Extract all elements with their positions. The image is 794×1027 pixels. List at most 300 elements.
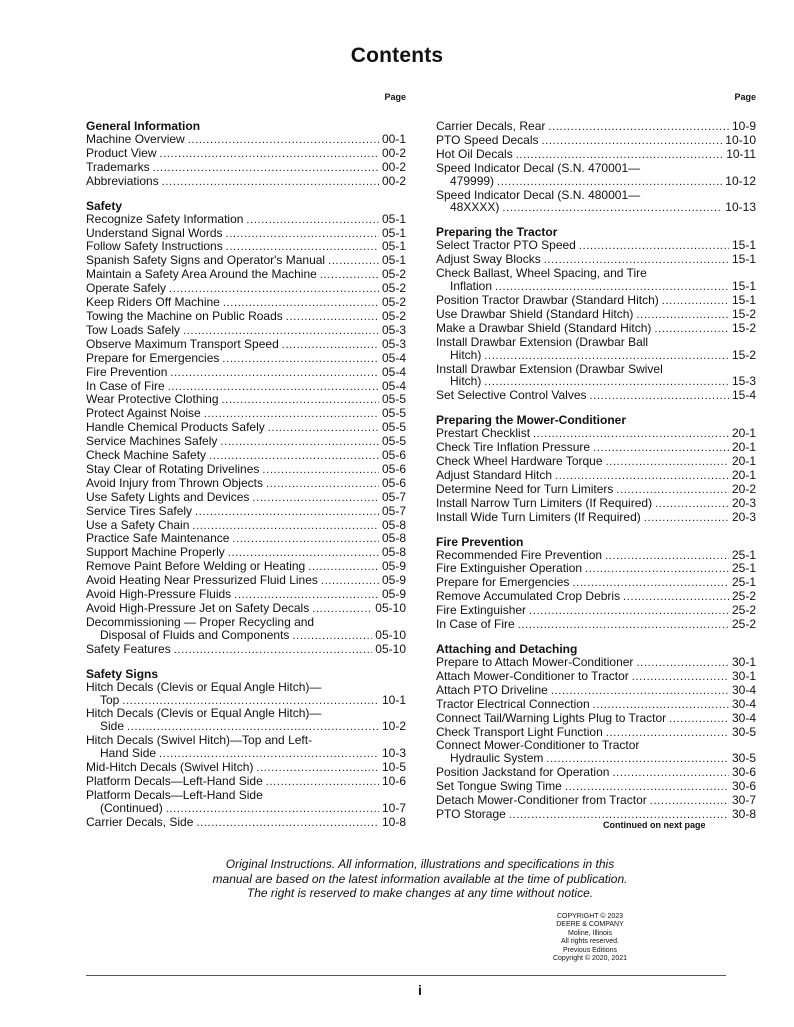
toc-entry-line bbox=[436, 576, 756, 590]
toc-entry[interactable] bbox=[436, 712, 756, 726]
toc-entry-text: Position Jackstand for Operation bbox=[436, 765, 610, 780]
dot-leader bbox=[159, 747, 379, 761]
toc-entry[interactable] bbox=[86, 296, 406, 310]
toc-entry-text: Set Tongue Swing Time bbox=[436, 779, 562, 794]
toc-entry-line bbox=[86, 147, 406, 161]
toc-entry-text: Connect Mower-Conditioner to Tractor bbox=[436, 738, 640, 753]
page-number: i bbox=[418, 982, 422, 998]
toc-entry[interactable] bbox=[86, 227, 406, 241]
dot-leader bbox=[162, 175, 379, 189]
toc-entry-text: Machine Overview bbox=[86, 132, 185, 146]
toc-entry[interactable] bbox=[86, 789, 406, 816]
toc-entry-page: 05-1 bbox=[381, 239, 406, 254]
toc-entry-page: 00-2 bbox=[381, 173, 406, 188]
toc-entry-text: Avoid High-Pressure Fluids bbox=[86, 587, 232, 602]
toc-entry-line bbox=[86, 227, 406, 241]
toc-entry-text: Check Machine Safety bbox=[86, 448, 207, 463]
toc-entry-page: 20-1 bbox=[731, 426, 756, 441]
toc-entry-line bbox=[86, 449, 406, 463]
toc-entry[interactable] bbox=[86, 616, 406, 643]
toc-entry-line bbox=[86, 213, 406, 227]
toc-entry[interactable] bbox=[86, 421, 406, 435]
toc-entry[interactable] bbox=[86, 491, 406, 505]
toc-entry[interactable] bbox=[86, 147, 406, 161]
copyright-line: Copyright © 2020, 2021 bbox=[552, 955, 628, 963]
toc-entry-text: Keep Riders Off Machine bbox=[86, 295, 220, 310]
toc-entry-text: Position Tractor Drawbar (Standard Hitch) bbox=[436, 292, 659, 307]
toc-entry[interactable] bbox=[86, 407, 406, 421]
toc-entry-page: 30-1 bbox=[731, 668, 756, 683]
toc-entry-line bbox=[436, 604, 756, 618]
toc-entry-line bbox=[86, 380, 406, 394]
toc-entry-text: Use Drawbar Shield (Standard Hitch) bbox=[436, 306, 634, 321]
toc-entry-line bbox=[436, 549, 756, 563]
toc-entry-text: Use a Safety Chain bbox=[86, 517, 190, 532]
toc-entry-line bbox=[436, 726, 756, 740]
dot-leader bbox=[228, 546, 379, 560]
toc-entry-line bbox=[436, 201, 756, 215]
toc-entry-page: 10-9 bbox=[731, 119, 756, 133]
toc-entry-page: 05-1 bbox=[381, 253, 406, 268]
toc-entry-page: 05-8 bbox=[381, 545, 406, 560]
toc-entry-text: Avoid Heating Near Pressurized Fluid Lines bbox=[86, 573, 318, 588]
toc-section-title: Preparing the Tractor bbox=[436, 225, 558, 240]
toc-entry-line bbox=[86, 747, 406, 761]
toc-entry[interactable] bbox=[86, 707, 406, 734]
toc-entry[interactable] bbox=[436, 808, 756, 822]
toc-entry-page: 30-7 bbox=[731, 793, 756, 808]
toc-entry[interactable] bbox=[86, 532, 406, 546]
toc-entry-line bbox=[86, 477, 406, 491]
toc-entry-line bbox=[436, 294, 756, 308]
toc-section-title: Safety bbox=[86, 198, 123, 213]
toc-sections bbox=[86, 120, 406, 830]
toc-entry-line bbox=[86, 588, 406, 602]
toc-entry-page: 30-6 bbox=[731, 779, 756, 794]
dot-leader bbox=[246, 213, 379, 227]
dot-leader bbox=[572, 576, 729, 590]
toc-entry[interactable] bbox=[436, 483, 756, 497]
toc-entry-page: 05-2 bbox=[381, 295, 406, 310]
dot-leader bbox=[292, 629, 372, 643]
toc-entry-page: 15-1 bbox=[731, 252, 756, 267]
toc-entry[interactable] bbox=[436, 497, 756, 511]
toc-entry[interactable] bbox=[436, 618, 756, 632]
toc-entry[interactable] bbox=[436, 120, 756, 134]
toc-entry-page: 10-3 bbox=[381, 746, 406, 761]
toc-entry-page: 20-1 bbox=[731, 440, 756, 455]
toc-entry-page: 20-3 bbox=[731, 495, 756, 510]
toc-entry-page: 05-6 bbox=[381, 448, 406, 463]
toc-entry[interactable] bbox=[436, 670, 756, 684]
toc-entry-text: Remove Paint Before Welding or Heating bbox=[86, 559, 306, 574]
dot-leader bbox=[174, 643, 373, 657]
toc-entry-text: Install Wide Turn Limiters (If Required) bbox=[436, 509, 641, 524]
toc-entry[interactable] bbox=[436, 726, 756, 740]
dot-leader bbox=[516, 148, 724, 162]
toc-entry-page: 15-2 bbox=[731, 320, 756, 335]
toc-entry-line bbox=[436, 322, 756, 336]
toc-entry[interactable] bbox=[436, 549, 756, 563]
dot-leader bbox=[623, 590, 729, 604]
toc-entry-line bbox=[86, 519, 406, 533]
dot-leader bbox=[533, 427, 729, 441]
toc-entry-line bbox=[436, 752, 756, 766]
toc-entry-text: Operate Safely bbox=[86, 281, 167, 296]
toc-entry[interactable] bbox=[436, 780, 756, 794]
toc-entry[interactable] bbox=[86, 816, 406, 830]
toc-entry-line bbox=[436, 712, 756, 726]
toc-entry[interactable] bbox=[86, 352, 406, 366]
toc-entry-page: 20-1 bbox=[731, 454, 756, 469]
toc-entry-page: 05-7 bbox=[381, 489, 406, 504]
dot-leader bbox=[188, 133, 379, 147]
toc-entry-text: Service Tires Safely bbox=[86, 503, 193, 518]
toc-entry-text: 48XXXX) bbox=[450, 200, 500, 215]
toc-entry-text: Check Tire Inflation Pressure bbox=[436, 440, 591, 455]
dot-leader bbox=[636, 308, 729, 322]
toc-entry[interactable] bbox=[86, 546, 406, 560]
toc-entry-page: 10-1 bbox=[381, 692, 406, 707]
toc-entry-text: 479999) bbox=[450, 173, 495, 188]
dot-leader bbox=[232, 532, 379, 546]
toc-entry-page: 05-2 bbox=[381, 308, 406, 323]
dot-leader bbox=[606, 455, 729, 469]
toc-entry-page: 30-1 bbox=[731, 655, 756, 669]
toc-entry-page: 25-2 bbox=[731, 603, 756, 618]
toc-entry-page: 20-1 bbox=[731, 467, 756, 482]
toc-entry-page: 05-9 bbox=[381, 573, 406, 588]
dot-leader bbox=[544, 253, 729, 267]
toc-entry-line bbox=[86, 816, 406, 830]
toc-entry-line bbox=[436, 794, 756, 808]
toc-entry[interactable] bbox=[436, 766, 756, 780]
toc-entry-text: Practice Safe Maintenance bbox=[86, 531, 230, 546]
toc-entry[interactable] bbox=[86, 588, 406, 602]
toc-entry-line bbox=[436, 349, 756, 363]
toc-entry[interactable] bbox=[86, 175, 406, 189]
dot-leader bbox=[195, 505, 379, 519]
toc-entry[interactable] bbox=[436, 656, 756, 670]
toc-entry[interactable] bbox=[86, 574, 406, 588]
toc-entry[interactable] bbox=[86, 254, 406, 268]
toc-entry-page: 05-3 bbox=[381, 336, 406, 351]
toc-entry-text: Connect Tail/Warning Lights Plug to Tractor bbox=[436, 710, 667, 725]
toc-entry-line bbox=[86, 546, 406, 560]
toc-entry[interactable] bbox=[436, 604, 756, 618]
toc-entry-text: Product View bbox=[86, 145, 157, 160]
toc-entry[interactable] bbox=[436, 239, 756, 253]
toc-entry-text: Recognize Safety Information bbox=[86, 211, 244, 226]
toc-entry[interactable] bbox=[436, 427, 756, 441]
toc-entry-text: Select Tractor PTO Speed bbox=[436, 238, 576, 253]
toc-entry-text: Abbreviations bbox=[86, 173, 159, 188]
dot-leader bbox=[153, 161, 379, 175]
toc-entry-line bbox=[86, 761, 406, 775]
toc-entry[interactable] bbox=[436, 308, 756, 322]
toc-entry-page: 10-8 bbox=[381, 814, 406, 829]
dot-leader bbox=[282, 338, 379, 352]
toc-entry-line bbox=[86, 352, 406, 366]
toc-entry-text: Hitch Decals (Clevis or Equal Angle Hitch)— bbox=[86, 706, 322, 721]
toc-entry[interactable] bbox=[86, 268, 406, 282]
toc-entry[interactable] bbox=[436, 267, 756, 294]
continued-note: Continued on next page bbox=[603, 820, 706, 830]
toc-entry-line bbox=[436, 253, 756, 267]
toc-entry-text: Attach PTO Driveline bbox=[436, 682, 548, 697]
toc-entry-line bbox=[86, 720, 406, 734]
toc-entry-page: 15-1 bbox=[731, 292, 756, 307]
toc-entry-page: 05-8 bbox=[381, 531, 406, 546]
toc-entry[interactable] bbox=[436, 511, 756, 525]
dot-leader bbox=[593, 441, 729, 455]
toc-section bbox=[436, 536, 756, 632]
copyright-line: Previous Editions bbox=[562, 946, 618, 954]
toc-entry[interactable] bbox=[436, 698, 756, 712]
toc-entry-page: 05-1 bbox=[381, 225, 406, 240]
dot-leader bbox=[612, 766, 729, 780]
toc-entry[interactable] bbox=[436, 455, 756, 469]
toc-entry[interactable] bbox=[436, 253, 756, 267]
toc-entry-page: 10-12 bbox=[725, 173, 756, 188]
dot-leader bbox=[222, 352, 379, 366]
toc-entry[interactable] bbox=[436, 794, 756, 808]
toc-entry[interactable] bbox=[86, 477, 406, 491]
toc-entry[interactable] bbox=[436, 148, 756, 162]
dot-leader bbox=[551, 684, 729, 698]
toc-entry-line bbox=[86, 282, 406, 296]
toc-entry-page: 15-1 bbox=[731, 238, 756, 253]
dot-leader bbox=[170, 366, 379, 380]
dot-leader bbox=[183, 324, 379, 338]
dot-leader bbox=[321, 574, 379, 588]
toc-entry-text: Carrier Decals, Rear bbox=[436, 119, 546, 133]
toc-entry-page: 10-11 bbox=[726, 146, 756, 161]
dot-leader bbox=[585, 562, 729, 576]
toc-entry-line bbox=[436, 134, 756, 148]
toc-entry-page: 05-4 bbox=[381, 364, 406, 379]
toc-entry-line bbox=[86, 532, 406, 546]
toc-entry[interactable] bbox=[86, 734, 406, 761]
toc-entry-page: 25-1 bbox=[731, 561, 756, 576]
toc-entry-page: 00-1 bbox=[381, 132, 406, 146]
dot-leader bbox=[204, 407, 379, 421]
toc-entry-text: PTO Speed Decals bbox=[436, 132, 539, 147]
dot-leader bbox=[650, 794, 729, 808]
toc-entry-line bbox=[86, 435, 406, 449]
dot-leader bbox=[308, 560, 379, 574]
toc-entry-line bbox=[86, 491, 406, 505]
toc-entry[interactable] bbox=[436, 363, 756, 390]
toc-entry-page: 10-13 bbox=[725, 200, 756, 215]
toc-entry-text: PTO Storage bbox=[436, 806, 506, 821]
toc-entry-text: Hitch Decals (Clevis or Equal Angle Hitch)— bbox=[86, 679, 322, 694]
toc-entry[interactable] bbox=[436, 134, 756, 148]
dot-leader bbox=[222, 393, 379, 407]
toc-entry-text: Trademarks bbox=[86, 159, 150, 174]
toc-entry-text: Speed Indicator Decal (S.N. 480001— bbox=[436, 187, 641, 202]
toc-left-column bbox=[86, 90, 406, 841]
toc-entry[interactable] bbox=[86, 681, 406, 708]
toc-entry-page: 05-1 bbox=[381, 211, 406, 226]
toc-entry[interactable] bbox=[86, 761, 406, 775]
toc-entry[interactable] bbox=[436, 189, 756, 216]
toc-entry[interactable] bbox=[436, 684, 756, 698]
dot-leader bbox=[122, 694, 379, 708]
toc-entry-text: Wear Protective Clothing bbox=[86, 392, 219, 407]
toc-entry[interactable] bbox=[86, 505, 406, 519]
toc-entry[interactable] bbox=[436, 294, 756, 308]
toc-entry-line bbox=[86, 338, 406, 352]
toc-entry-page: 05-9 bbox=[381, 559, 406, 574]
toc-entry[interactable] bbox=[436, 739, 756, 766]
toc-entry-text: Fire Prevention bbox=[86, 364, 168, 379]
toc-entry[interactable] bbox=[436, 562, 756, 576]
toc-entry-line bbox=[86, 694, 406, 708]
toc-entry[interactable] bbox=[86, 380, 406, 394]
toc-entry-line bbox=[436, 698, 756, 712]
toc-entry-page: 05-9 bbox=[381, 587, 406, 602]
page-column-header: Page bbox=[734, 92, 756, 102]
toc-entry[interactable] bbox=[86, 435, 406, 449]
toc-entry[interactable] bbox=[86, 338, 406, 352]
toc-entry-page: 25-2 bbox=[731, 589, 756, 604]
toc-entry[interactable] bbox=[86, 133, 406, 147]
toc-entry-line bbox=[436, 427, 756, 441]
dot-leader bbox=[497, 175, 722, 189]
dot-leader bbox=[518, 618, 729, 632]
toc-entry[interactable] bbox=[436, 322, 756, 336]
toc-entry[interactable] bbox=[86, 213, 406, 227]
toc-entry-page: 05-2 bbox=[381, 281, 406, 296]
toc-entry-page: 30-8 bbox=[731, 806, 756, 821]
footer-note-line: The right is reserved to make changes at any time without notice. bbox=[246, 886, 594, 900]
toc-entry-page: 05-5 bbox=[381, 392, 406, 407]
toc-entry-line bbox=[86, 775, 406, 789]
toc-entry[interactable] bbox=[436, 469, 756, 483]
toc-entry[interactable] bbox=[86, 602, 406, 616]
footer-divider bbox=[86, 975, 726, 976]
toc-entry-text: Prepare for Emergencies bbox=[86, 350, 220, 365]
toc-entry[interactable] bbox=[86, 366, 406, 380]
toc-entry-page: 30-5 bbox=[731, 751, 756, 766]
toc-entry-text: Spanish Safety Signs and Operator's Manual bbox=[86, 253, 326, 268]
page-column-header: Page bbox=[384, 92, 406, 102]
toc-entry[interactable] bbox=[436, 576, 756, 590]
toc-entry-line bbox=[86, 240, 406, 254]
toc-section bbox=[86, 120, 406, 189]
toc-entry[interactable] bbox=[86, 393, 406, 407]
toc-entry-line bbox=[436, 497, 756, 511]
toc-entry-page: 30-4 bbox=[731, 682, 756, 697]
toc-section-title: Fire Prevention bbox=[436, 534, 524, 549]
toc-entry[interactable] bbox=[436, 336, 756, 363]
toc-entry-text: Install Narrow Turn Limiters (If Required) bbox=[436, 495, 653, 510]
toc-entry-page: 15-3 bbox=[731, 374, 756, 389]
toc-entry-page: 25-2 bbox=[731, 617, 756, 632]
toc-entry-page: 05-2 bbox=[381, 267, 406, 282]
toc-entry[interactable] bbox=[86, 240, 406, 254]
toc-entry-text: Avoid High-Pressure Jet on Safety Decals bbox=[86, 601, 310, 615]
toc-entry-page: 30-5 bbox=[731, 724, 756, 739]
page-title: Contents bbox=[350, 44, 444, 67]
toc-entry-text: Hitch Decals (Swivel Hitch)—Top and Left- bbox=[86, 733, 313, 748]
toc-entry-text: Observe Maximum Transport Speed bbox=[86, 336, 279, 351]
copyright-line: Moline, Illinois bbox=[568, 929, 612, 937]
toc-entry[interactable] bbox=[436, 441, 756, 455]
toc-entry[interactable] bbox=[86, 560, 406, 574]
toc-entry[interactable] bbox=[86, 161, 406, 175]
toc-entry-page: 25-1 bbox=[731, 575, 756, 590]
dot-leader bbox=[593, 698, 729, 712]
toc-entry-page: 05-4 bbox=[381, 378, 406, 393]
toc-entry-line bbox=[86, 802, 406, 816]
toc-entry[interactable] bbox=[86, 282, 406, 296]
dot-leader bbox=[226, 240, 379, 254]
dot-leader bbox=[555, 469, 729, 483]
toc-entry-page: 05-6 bbox=[381, 461, 406, 476]
toc-entry-line bbox=[436, 590, 756, 604]
toc-entry-page: 05-3 bbox=[381, 322, 406, 337]
toc-entry[interactable] bbox=[86, 449, 406, 463]
dot-leader bbox=[192, 519, 379, 533]
toc-entry-line bbox=[86, 643, 406, 657]
toc-entry-line bbox=[86, 629, 406, 643]
dot-leader bbox=[495, 280, 729, 294]
dot-leader bbox=[286, 310, 379, 324]
toc-entry-page: 05-10 bbox=[375, 601, 406, 615]
footer-note-line: manual are based on the latest information available at the time of publication. bbox=[212, 871, 628, 886]
toc-entry-text: Install Drawbar Extension (Drawbar Ball bbox=[436, 334, 649, 349]
toc-entry-text: Hitch) bbox=[450, 347, 482, 362]
toc-entry-text: Check Wheel Hardware Torque bbox=[436, 454, 603, 469]
toc-entry-line bbox=[86, 296, 406, 310]
toc-entry[interactable] bbox=[86, 519, 406, 533]
dot-leader bbox=[644, 511, 729, 525]
toc-entry-text: Speed Indicator Decal (S.N. 470001— bbox=[436, 160, 641, 175]
toc-entry-page: 30-6 bbox=[731, 765, 756, 780]
toc-entry-text: Towing the Machine on Public Roads bbox=[86, 308, 283, 323]
toc-entry[interactable] bbox=[86, 643, 406, 657]
toc-entry[interactable] bbox=[86, 310, 406, 324]
toc-entry-text: Service Machines Safely bbox=[86, 434, 218, 449]
toc-entry[interactable] bbox=[86, 324, 406, 338]
toc-entry-line bbox=[436, 148, 756, 162]
dot-leader bbox=[266, 775, 379, 789]
dot-leader bbox=[484, 375, 729, 389]
dot-leader bbox=[529, 604, 729, 618]
toc-entry-line bbox=[436, 483, 756, 497]
toc-entry[interactable] bbox=[436, 389, 756, 403]
copyright-line: COPYRIGHT © 2023 bbox=[556, 913, 624, 920]
toc-entry-text: Platform Decals—Left-Hand Side bbox=[86, 787, 263, 802]
toc-entry[interactable] bbox=[86, 775, 406, 789]
toc-entry-text: Stay Clear of Rotating Drivelines bbox=[86, 461, 260, 476]
toc-entry[interactable] bbox=[436, 590, 756, 604]
toc-entry-page: 10-6 bbox=[381, 773, 406, 788]
toc-entry-page: 00-2 bbox=[381, 145, 406, 160]
toc-entry-line bbox=[436, 375, 756, 389]
toc-entry-line bbox=[436, 511, 756, 525]
toc-entry[interactable] bbox=[436, 162, 756, 189]
toc-entry-page: 05-10 bbox=[375, 627, 406, 642]
toc-entry-line bbox=[86, 175, 406, 189]
toc-section bbox=[436, 643, 756, 822]
dot-leader bbox=[548, 120, 729, 134]
footer-note-line: Original Instructions. All information, illustrations and specifications in this bbox=[225, 857, 615, 871]
toc-entry[interactable] bbox=[86, 463, 406, 477]
toc-entry-text: Decommissioning — Proper Recycling and bbox=[86, 614, 315, 629]
